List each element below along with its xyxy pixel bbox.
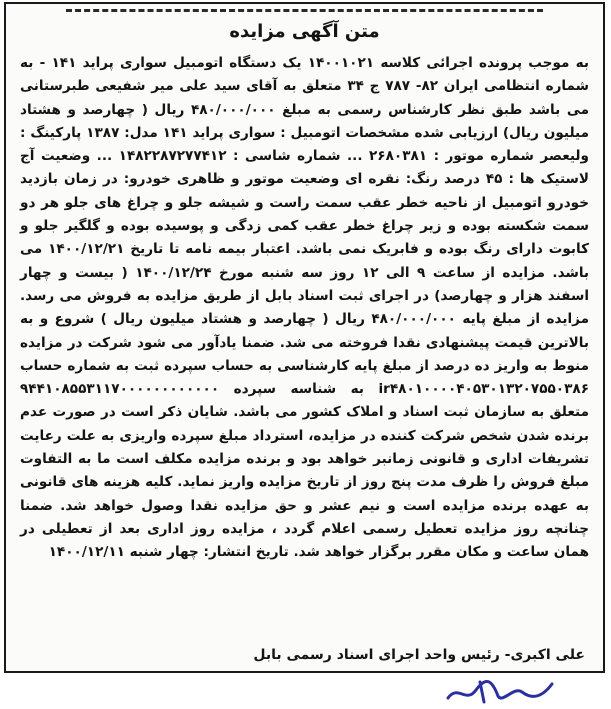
notice-signature: علی اکبری- رئیس واحد اجرای اسناد رسمی بابل bbox=[253, 647, 585, 663]
notice-frame bbox=[4, 2, 605, 673]
decorative-dashed-line bbox=[66, 9, 543, 12]
notice-title: متن آگهی مزایده bbox=[229, 21, 380, 42]
handwritten-mark-icon bbox=[440, 674, 560, 708]
notice-body: به موجب پرونده اجرائی کلاسه ۱۴۰۰۱۰۲۱ یک دستگاه اتومبیل سواری پراید ۱۴۱ - به شماره انتظامی ایران ۸۲- ۷۸۷ ج ۳۴ متعلق به آقای سید علی میر شفیعی طبرستانی می باشد طبق نظر کارشناس رسمی به مبلغ ۴۸۰/۰۰۰/۰۰۰ ریال ( چهارصد و هشتاد میلیون ریال) ارزیابی شده مشخصات اتومبیل : سواری پراید ۱۴۱ مدل: ۱۳۸۷ پارکینگ : ولیعصر شماره موتور : ۲۶۸۰۳۸۱ ... شماره شاسی : ۱۴۸۲۲۸۷۲۷۷۴۱۲ ... وضعیت آج لاستیک ها : ۴۵ درصد رنگ: نقره ای وضعیت موتور و ظاهری خودرو: در زمان بازدید خودرو اتومبیل از ناحیه خطر عقب سمت راست و شیشه جلو و چراغ های جلو هر دو سمت شکسته بوده و زیر چراغ خطر عقب کمی زدگی و پوسیده بوده و گلگیر جلو و کابوت دارای رنگ بوده و فابریک نمی باشد. اعتبار بیمه نامه تا تاریخ ۱۴۰۰/۱۲/۲۱ می باشد. مزایده از ساعت ۹ الی ۱۲ روز سه شنبه مورخ ۱۴۰۰/۱۲/۲۴ ( بیست و چهار اسفند هزار و چهارصد) در اجرای ثبت اسناد بابل از طریق مزایده به فروش می رسد. مزایده از مبلغ پایه ۴۸۰/۰۰۰/۰۰۰ ریال ( چهارصد و هشتاد میلیون ریال ) شروع و به بالاترین قیمت پیشنهادی نقدا فروخته می شد. ضمنا یادآور می شود شرکت در مزایده منوط به واریز ده درصد از مبلغ پایه کارشناسی به حساب سپرده ثبت به شماره حساب ir۴۸۰۱۰۰۰۰۴۰۵۳۰۱۳۲۰۷۵۵۰۳۸۶ به شناسه سپرده ۹۴۴۱۰۸۵۵۳۱۱۷۰۰۰۰۰۰۰۰۰۰۰۰ متعلق به سازمان ثبت اسناد و املاک کشور می باشد. شایان ذکر است در صورت عدم برنده شدن شخص شرکت کننده در مزایده، استرداد مبلغ سپرده واریزی به علت رعایت تشریفات اداری و قانونی زمانبر خواهد بود و برنده مزایده مکلف است ما به التفاوت مبلغ فروش را ظرف مدت پنج روز از تاریخ مزایده واریز نماید. کلیه هزینه های قانونی به عهده برنده مزایده است و نیم عشر و حق مزایده نقدا وصول خواهد شد. ضمنا چنانچه روز مزایده تعطیل رسمی اعلام گردد ، مزایده روز اداری بعد از تعطیلی در همان ساعت و مکان مقرر برگزار خواهد شد. تاریخ انتشار: چهار شنبه ۱۴۰۰/۱۲/۱۱ bbox=[20, 55, 590, 561]
